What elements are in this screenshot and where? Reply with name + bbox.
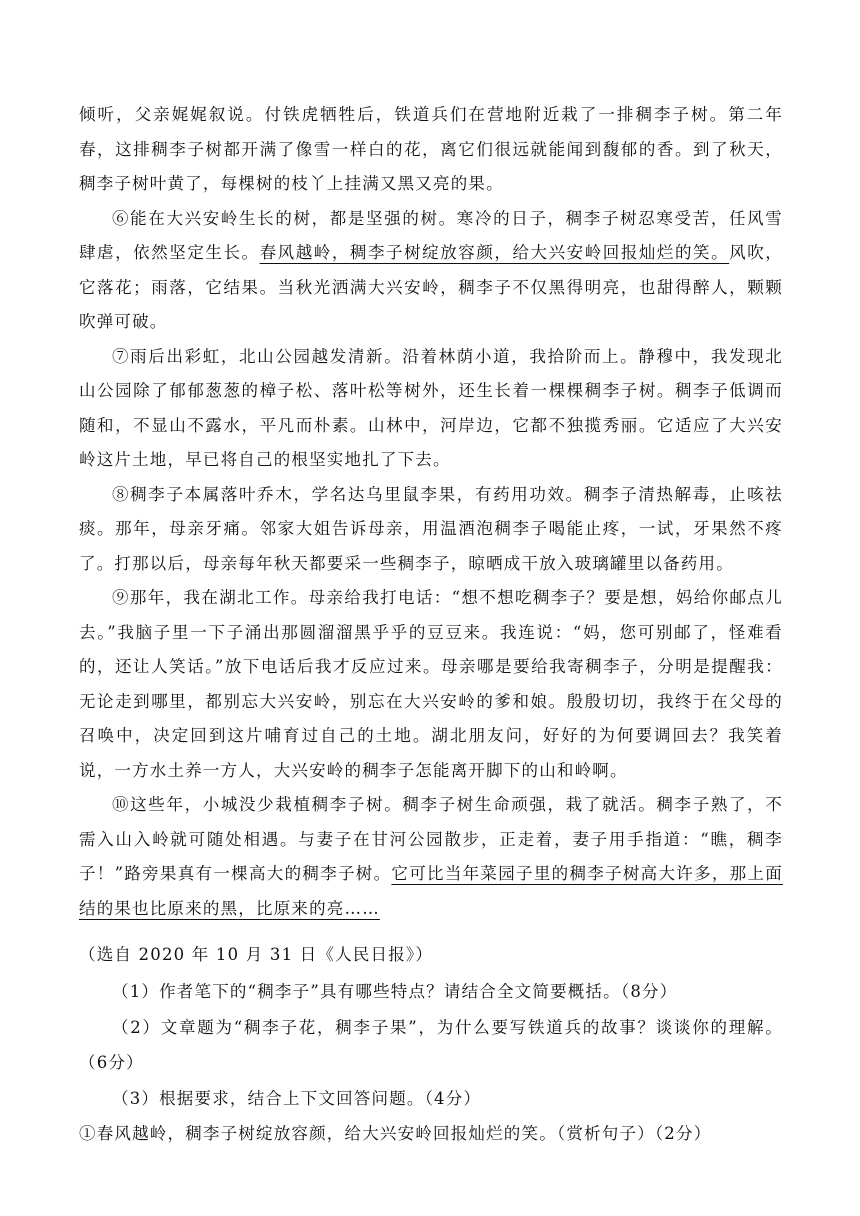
paragraph-6-text-b: 风吹，它落花；雨落，它结果。当秋光洒满大兴安岭，稠李子不仅黑得明亮，也甜得醉人，颗颗吹弹可破。 xyxy=(79,243,784,331)
source-citation: （选自 2020 年 10 月 31 日《人民日报》） xyxy=(79,945,434,964)
paragraph-8: ⑧稠李子本属落叶乔木，学名达乌里鼠李果，有药用功效。稠李子清热解毒，止咳祛痰。那年，母亲牙痛。邻家大姐告诉母亲，用温酒泡稠李子喝能止疼，一试，牙果然不疼了。打那以后，母亲每年秋天都要采一些稠李子，晾晒成干放入玻璃罐里以备药用。 xyxy=(79,484,783,573)
underlined-sentence-2: 它可比当年菜园子里的稠李子树高大许多，那上面结的果也比原来的黑，比原来的亮…… xyxy=(79,864,783,918)
question-3-sub-1: ①春风越岭，稠李子树绽放容颜，给大兴安岭回报灿烂的笑。（赏析句子）（2分） xyxy=(79,1123,712,1143)
paragraph-7: ⑦雨后出彩虹，北山公园越发清新。沿着林荫小道，我拾阶而上。静穆中，我发现北山公园除了郁郁葱葱的樟子松、落叶松等树外，还生长着一棵棵稠李子树。稠李子低调而随和，不显山不露水，平凡而朴素。山林中，河岸边，它都不独揽秀丽。它适应了大兴安岭这片土地，早已将自己的根坚实地扎了下去。 xyxy=(79,346,783,469)
paragraph-10 xyxy=(79,788,783,926)
underlined-sentence-1: 春风越岭，稠李子树绽放容颜，给大兴安岭回报灿烂的笑。 xyxy=(259,243,730,262)
question-2: （2）文章题为“稠李子花，稠李子果”，为什么要写铁道兵的故事？谈谈你的理解。（6分） xyxy=(79,1018,783,1072)
paragraph-9: ⑨那年，我在湖北工作。母亲给我打电话：“想不想吃稠李子？要是想，妈给你邮点儿去。”我脑子里一下子涌出那圆溜溜黑乎乎的豆豆来。我连说：“妈，您可别邮了，怪难看的，还让人笑话。”放下电话后我才反应过来。母亲哪是要给我寄稠李子，分明是提醒我：无论走到哪里，都别忘大兴安岭，别忘在大兴安岭的爹和娘。殷殷切切，我终于在父母的召唤中，决定回到这片哺育过自己的土地。湖北朋友问，好好的为何要调回去？我笑着说，一方水土养一方人，大兴安岭的稠李子怎能离开脚下的山和岭啊。 xyxy=(79,588,783,780)
paragraph-5-continued: 倾听，父亲娓娓叙说。付铁虎牺牲后，铁道兵们在营地附近栽了一排稠李子树。第二年春，这排稠李子树都开满了像雪一样白的花，离它们很远就能闻到馥郁的香。到了秋天，稠李子树叶黄了，每棵树的枝丫上挂满又黑又亮的果。 xyxy=(79,105,783,193)
paragraph-6 xyxy=(79,202,783,340)
paragraph-6-text-a: ⑥能在大兴安岭生长的树，都是坚强的树。寒冷的日子，稠李子树忍寒受苦，任风雪肆虐，依然坚定生长。 xyxy=(79,208,783,262)
paragraph-10-text: ⑩这些年，小城没少栽植稠李子树。稠李子树生命顽强，栽了就活。稠李子熟了，不需入山入岭就可随处相遇。与妻子在甘河公园散步，正走着，妻子用手指道：“瞧，稠李子！”路旁果真有一棵高大的稠李子树。 xyxy=(79,795,783,883)
question-1: （1）作者笔下的“稠李子”具有哪些特点？请结合全文简要概括。（8分） xyxy=(112,981,678,1001)
question-3: （3）根据要求，结合上下文回答问题。（4分） xyxy=(112,1089,482,1108)
reading-passage xyxy=(79,98,783,1151)
